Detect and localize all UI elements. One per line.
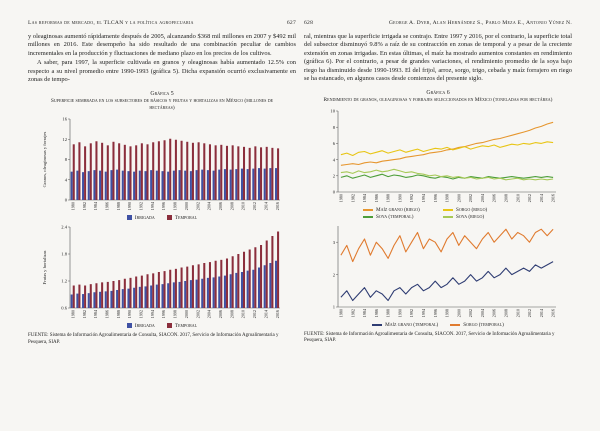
- svg-text:2010: 2010: [515, 193, 521, 202]
- svg-text:2008: 2008: [229, 309, 235, 318]
- legend-label: Soya (temporal): [376, 213, 414, 220]
- chart-rendimiento-riego: [304, 107, 572, 220]
- svg-text:2.4: 2.4: [61, 224, 67, 230]
- svg-text:2014: 2014: [263, 201, 269, 210]
- legend-label: Temporal: [174, 322, 198, 329]
- figure5-title: Superficie sembrada en los subsectores de básicos y frutas y hortalizas en México (millones de hectáreas): [50, 97, 274, 111]
- svg-text:2004: 2004: [206, 309, 212, 318]
- svg-text:1984: 1984: [362, 193, 368, 202]
- svg-text:2006: 2006: [218, 201, 224, 210]
- line-soya-temporal-: [341, 174, 553, 179]
- svg-text:1: 1: [332, 304, 335, 310]
- legend-swatch: [363, 209, 373, 211]
- svg-text:1996: 1996: [432, 193, 438, 202]
- chart6-bottom-legend: [304, 322, 572, 328]
- legend-label: Irrigada: [134, 214, 155, 221]
- svg-text:1988: 1988: [385, 308, 391, 317]
- legend-item: [363, 214, 433, 220]
- legend-item: [167, 323, 197, 329]
- legend-label: Sorgo (riego): [456, 206, 488, 213]
- svg-text:4: 4: [332, 157, 335, 163]
- legend-item: [127, 323, 155, 329]
- svg-text:1982: 1982: [81, 309, 87, 318]
- chart5-top-legend: [28, 215, 296, 221]
- legend-swatch: [167, 323, 172, 328]
- svg-text:10: 10: [330, 108, 335, 114]
- svg-text:1984: 1984: [362, 308, 368, 317]
- chart6-bottom-plot: [316, 222, 560, 322]
- svg-text:2006: 2006: [491, 193, 497, 202]
- svg-text:1980: 1980: [70, 309, 76, 318]
- svg-text:2004: 2004: [206, 201, 212, 210]
- svg-text:2014: 2014: [538, 193, 544, 202]
- legend-label: Maíz grano (temporal): [385, 321, 439, 328]
- legend-label: Maíz grano (riego): [376, 206, 420, 213]
- svg-text:2002: 2002: [195, 309, 201, 318]
- svg-text:2000: 2000: [456, 308, 462, 317]
- svg-text:2016: 2016: [274, 309, 280, 318]
- svg-text:3: 3: [332, 239, 335, 245]
- svg-text:1990: 1990: [127, 201, 133, 210]
- right-page-number: 628: [304, 20, 314, 26]
- legend-swatch: [443, 216, 453, 218]
- svg-text:1994: 1994: [149, 201, 155, 210]
- svg-text:0: 0: [64, 197, 67, 203]
- svg-text:2004: 2004: [479, 193, 485, 202]
- svg-text:1994: 1994: [149, 309, 155, 318]
- svg-text:1988: 1988: [115, 309, 121, 318]
- figure6-title: Rendimiento de granos, oleaginosas y forrajes seleccionados en México (toneladas por hectárea): [323, 96, 553, 103]
- svg-text:Frutas y hortalizas: Frutas y hortalizas: [42, 250, 47, 285]
- legend-item: [127, 215, 155, 221]
- svg-text:1996: 1996: [161, 201, 167, 210]
- svg-text:2002: 2002: [195, 201, 201, 210]
- left-paragraph-1: y oleaginosas aumentó rápidamente después de 2005, alcanzando $368 mil millones en 2007 y $492 mil millones en 2016. Este desempeño ha sido resultado de una combinación peculiar de cambios incrementales en la producción y fluctuaciones de mediano plazo en los precios de los cultivos.: [28, 33, 296, 57]
- legend-label: Temporal: [174, 214, 198, 221]
- svg-text:1982: 1982: [81, 201, 87, 210]
- svg-text:1994: 1994: [421, 308, 427, 317]
- svg-text:1.2: 1.2: [61, 278, 67, 284]
- svg-text:1998: 1998: [172, 309, 178, 318]
- legend-item: [450, 322, 504, 328]
- svg-text:2000: 2000: [183, 201, 189, 210]
- svg-text:2012: 2012: [527, 308, 533, 317]
- svg-text:2014: 2014: [263, 309, 269, 318]
- svg-text:2016: 2016: [274, 201, 280, 210]
- legend-swatch: [167, 215, 172, 220]
- legend-label: Soya (riego): [456, 213, 485, 220]
- svg-text:2: 2: [332, 173, 335, 179]
- svg-text:1994: 1994: [421, 193, 427, 202]
- legend-swatch: [450, 324, 460, 326]
- legend-swatch: [372, 324, 382, 326]
- legend-item: [443, 214, 513, 220]
- svg-text:1992: 1992: [409, 193, 415, 202]
- legend-item: [372, 322, 438, 328]
- svg-text:1982: 1982: [350, 308, 356, 317]
- chart6-top-legend: [358, 207, 518, 220]
- svg-text:2012: 2012: [527, 193, 533, 202]
- svg-text:2010: 2010: [515, 308, 521, 317]
- svg-text:1980: 1980: [338, 308, 344, 317]
- svg-text:1982: 1982: [350, 193, 356, 202]
- svg-text:2008: 2008: [229, 201, 235, 210]
- svg-text:6: 6: [332, 140, 335, 146]
- legend-label: Sorgo (temporal): [463, 321, 504, 328]
- left-running-header: [28, 20, 296, 26]
- svg-text:1986: 1986: [104, 201, 110, 210]
- chart5-top-plot: [40, 115, 284, 215]
- left-page-number: 627: [286, 20, 296, 26]
- svg-text:2002: 2002: [468, 193, 474, 202]
- svg-text:1990: 1990: [397, 193, 403, 202]
- svg-text:1988: 1988: [115, 201, 121, 210]
- legend-item: [443, 207, 513, 213]
- svg-text:1990: 1990: [397, 308, 403, 317]
- svg-text:Granos, oleaginosas y forrajes: Granos, oleaginosas y forrajes: [42, 131, 47, 188]
- chart-superficie-granos: [28, 115, 296, 221]
- svg-text:2006: 2006: [218, 309, 224, 318]
- svg-text:1990: 1990: [127, 309, 133, 318]
- svg-text:0: 0: [332, 189, 335, 195]
- svg-text:1980: 1980: [70, 201, 76, 210]
- left-paragraph-2: A saber, para 1997, la superficie cultivada en granos y oleaginosas había aumentado 12.5% con respecto a su nivel promedio entre 1990-1993 (gráfica 5). Dicha expansión ocurrió exclusivamente en zonas de tempo-: [28, 59, 296, 84]
- svg-text:2008: 2008: [503, 193, 509, 202]
- svg-text:8: 8: [332, 124, 335, 130]
- svg-text:2000: 2000: [456, 193, 462, 202]
- svg-text:12: 12: [62, 136, 67, 142]
- svg-text:1988: 1988: [385, 193, 391, 202]
- svg-text:8: 8: [64, 156, 67, 162]
- line-sorgo-temporal-: [341, 229, 553, 261]
- svg-text:1984: 1984: [93, 309, 99, 318]
- figure5-label: Gráfica 5: [150, 90, 174, 97]
- svg-text:1992: 1992: [409, 308, 415, 317]
- svg-text:1996: 1996: [161, 309, 167, 318]
- legend-swatch: [443, 209, 453, 211]
- right-running-header: [304, 20, 572, 26]
- right-header-title: George A. Dyer, Alan Hernández S., Pablo Meza E., Antonio Yúnez N.: [388, 20, 572, 26]
- svg-text:1984: 1984: [93, 201, 99, 210]
- svg-text:1986: 1986: [373, 193, 379, 202]
- right-paragraph-1: ral, mientras que la superficie irrigada se contrajo. Entre 1997 y 2016, por el contrario, la superficie total del subsector disminuyó 9.8% a raíz de su contracción en zonas de temporal y a pesar de la creciente extensión en zonas irrigadas. En estas últimas, el maíz ha mostrado aumentos constantes en rendimiento (gráfica 6). Por el contrario, a pesar de grandes variaciones, el rendimiento promedio de la soya bajo riego ha disminuido desde 1990-1993. El del frijol, arroz, sorgo, trigo, cebada y maíz forrajero en riego se ha estancado, en algunos casos desde comienzos del presente siglo.: [304, 33, 572, 83]
- legend-item: [363, 207, 433, 213]
- svg-text:2000: 2000: [183, 309, 189, 318]
- svg-text:1996: 1996: [432, 308, 438, 317]
- figure6-label: Gráfica 6: [426, 89, 450, 96]
- figure5-source: FUENTE: Sistema de Información Agroalimentaria de Consulta, SIACON. 2017, Servicio de Información Agroalimentaria y Pesquera, SIAP.: [28, 332, 279, 345]
- svg-text:2002: 2002: [468, 308, 474, 317]
- legend-swatch: [127, 215, 132, 220]
- line-ma-z-grano-temporal-: [341, 261, 553, 300]
- svg-text:1998: 1998: [444, 193, 450, 202]
- svg-text:2012: 2012: [252, 309, 258, 318]
- svg-text:1980: 1980: [338, 193, 344, 202]
- svg-text:2016: 2016: [550, 193, 556, 202]
- svg-text:2016: 2016: [550, 308, 556, 317]
- svg-text:2008: 2008: [503, 308, 509, 317]
- left-page: [28, 20, 296, 422]
- chart-superficie-frutas: [28, 223, 296, 329]
- svg-text:1992: 1992: [138, 201, 144, 210]
- svg-text:2006: 2006: [491, 308, 497, 317]
- svg-text:1992: 1992: [138, 309, 144, 318]
- legend-item: [167, 215, 197, 221]
- svg-text:16: 16: [62, 116, 67, 122]
- right-page: [304, 20, 572, 422]
- chart6-top-plot: [316, 107, 560, 207]
- svg-text:2010: 2010: [240, 201, 246, 210]
- legend-swatch: [127, 323, 132, 328]
- svg-text:2004: 2004: [479, 308, 485, 317]
- svg-text:0.6: 0.6: [61, 305, 67, 311]
- legend-swatch: [363, 216, 373, 218]
- svg-text:2014: 2014: [538, 308, 544, 317]
- svg-text:1998: 1998: [444, 308, 450, 317]
- svg-text:1.8: 1.8: [61, 251, 67, 257]
- svg-text:2012: 2012: [252, 201, 258, 210]
- svg-text:1986: 1986: [104, 309, 110, 318]
- chart5-bottom-legend: [28, 323, 296, 329]
- line-sorgo-riego-: [341, 142, 553, 156]
- chart-rendimiento-temporal: [304, 222, 572, 328]
- chart5-bottom-plot: [40, 223, 284, 323]
- left-header-title: Las reformas de mercado, el TLCAN y la política agropecuaria: [28, 20, 194, 26]
- figure6-source: FUENTE: Sistema de Información Agroalimentaria de Consulta, SIACON. 2017, Servicio de Información Agroalimentaria y Pesquera, SIAP.: [304, 331, 555, 344]
- svg-text:1998: 1998: [172, 201, 178, 210]
- svg-text:1986: 1986: [373, 308, 379, 317]
- svg-text:4: 4: [64, 177, 67, 183]
- svg-text:2: 2: [332, 272, 335, 278]
- legend-label: Irrigada: [134, 322, 155, 329]
- svg-text:2010: 2010: [240, 309, 246, 318]
